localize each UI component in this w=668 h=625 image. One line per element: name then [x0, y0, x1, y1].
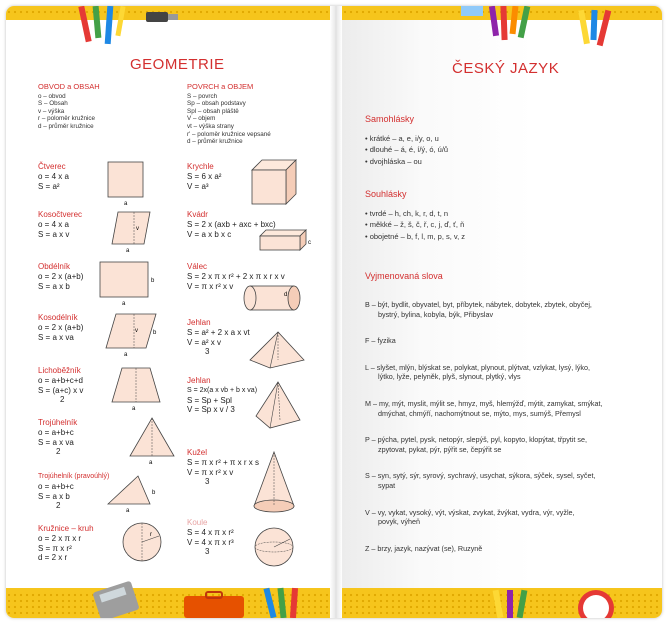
legend-item: v – výška	[38, 107, 65, 115]
label-b: b	[153, 330, 157, 336]
calculator-icon	[96, 584, 156, 618]
list-item: • dvojhláska – ou	[365, 156, 422, 166]
legend-item: Spl – obsah pláště	[187, 107, 239, 115]
formula: S = a x va	[38, 332, 74, 342]
formula: S = a² + 2 x a x vt	[187, 328, 250, 337]
shape-name: Obdélník	[38, 262, 71, 271]
formula-denominator: 3	[205, 347, 210, 356]
shape-name: Trojúhelník	[38, 418, 78, 427]
formula: S = a x b	[38, 281, 70, 291]
rectangle-diagram	[100, 262, 160, 306]
souhlasky-title: Souhlásky	[365, 189, 407, 199]
formula: S = 6 x a²	[187, 172, 222, 181]
shape-lichobeznik	[38, 366, 118, 405]
formula: o = 2 x (a+b)	[38, 323, 84, 332]
shape-name: Krychle	[187, 162, 214, 171]
shape-name: Kosočtverec	[38, 210, 83, 219]
circle-diagram	[122, 522, 164, 564]
list-item: V – vy, vykat, vysoký, výt, výskat, zvykat, žvýkat, vydra, výr, vyžle, povyk, výheň	[365, 507, 575, 527]
alarm-clock-icon	[566, 586, 626, 618]
shape-name: Lichoběžník	[38, 366, 81, 375]
pyramid-diagram	[250, 332, 308, 372]
formula: S = 2 x π x r² + 2 x π x r x v	[187, 272, 285, 281]
cylinder-diagram	[244, 284, 306, 314]
shape-kosodelnik	[38, 313, 108, 342]
label-a: a	[149, 460, 153, 466]
label-d: d	[284, 292, 288, 298]
right-triangle-diagram	[108, 476, 160, 516]
briefcase-icon	[184, 592, 248, 618]
formula: S = 4 x π x r²	[187, 528, 234, 537]
shape-kruh	[38, 524, 128, 563]
sphere-diagram	[254, 527, 298, 571]
geometrie-title: GEOMETRIE	[130, 56, 225, 73]
legend-item: d – průměr kružnice	[187, 138, 243, 146]
list-item: • dlouhé – á, é, í/ý, ó, ú/ů	[365, 145, 449, 154]
shape-jehlan-ctyrboky	[187, 318, 257, 357]
legend-solid-title: POVRCH a OBJEM	[187, 82, 254, 91]
formula: S = 2x(a x vb + b x va)	[187, 387, 258, 394]
shape-name: Jehlan	[187, 376, 211, 385]
vyjmenovana-list	[365, 300, 627, 570]
pencils-bottom-icon	[261, 588, 341, 618]
label-a: a	[132, 406, 136, 412]
formula-denominator: 3	[205, 477, 210, 486]
formula: S = π x r² + π x r x s	[187, 458, 259, 467]
shape-name: Kružnice – kruh	[38, 524, 94, 533]
list-item: F – fyzika	[365, 336, 396, 346]
label-b: b	[151, 278, 155, 284]
shape-krychle	[187, 162, 257, 191]
trapezoid-diagram	[112, 368, 166, 412]
formula: o = a+b+c	[38, 482, 74, 491]
legend-item: r – poloměr kružnice	[38, 115, 96, 123]
cone-diagram	[254, 452, 298, 516]
formula: S = a x b	[38, 491, 70, 501]
shape-name: Kosodélník	[38, 313, 78, 322]
label-b: b	[152, 490, 156, 496]
souhlasky-section	[365, 190, 605, 241]
shape-name: Koule	[187, 518, 208, 527]
cesky-jazyk-title: ČESKÝ JAZYK	[452, 60, 560, 77]
pencils-top-right-icon	[461, 6, 661, 48]
legend-item: V – objem	[187, 115, 216, 123]
label-a: a	[126, 248, 130, 254]
label-v: v	[135, 328, 138, 334]
formula: V = Sp x v / 3	[187, 405, 235, 414]
formula: V = a² x v	[187, 337, 222, 347]
formula: S = a x v	[38, 229, 70, 239]
shape-jehlan-obdelnikovy	[187, 376, 267, 415]
cube-diagram	[252, 160, 304, 208]
pencils-top-icon	[76, 6, 196, 46]
label-a: a	[122, 301, 126, 307]
shape-name: Čtverec	[38, 162, 66, 171]
list-item: Z – brzy, jazyk, nazývat (se), Ruzyně	[365, 543, 483, 553]
list-item: B – být, bydlit, obyvatel, byt, příbytek, nábytek, dobytek, zbytek, obyčej, bystrý, bylina, kobyla, býk, Přibyslav	[365, 300, 592, 319]
pencils-bottom-right-icon	[491, 590, 561, 618]
shape-name: Kvádr	[187, 210, 208, 219]
formula: V = a x b x c	[187, 229, 232, 239]
legend-item: vt – výška strany	[187, 122, 234, 130]
list-item: • tvrdé – h, ch, k, r, d, t, n	[365, 208, 449, 218]
formula-denominator: 2	[56, 447, 61, 456]
shape-name: Kužel	[187, 448, 208, 457]
shape-ctverec	[38, 162, 108, 191]
parallelogram-diagram	[106, 314, 164, 360]
label-v: v	[136, 226, 139, 232]
formula-denominator: 2	[56, 501, 61, 510]
shape-name: Válec	[187, 262, 208, 271]
label-r: r	[150, 532, 152, 538]
formula: S = a²	[38, 181, 60, 191]
cuboid-diagram	[260, 230, 316, 258]
shape-obdelnik	[38, 262, 108, 291]
formula: S = Sp + Spl	[187, 395, 232, 405]
legend-item: o – obvod	[38, 92, 66, 100]
formula: o = 2 x (a+b)	[38, 272, 84, 281]
legend-item: S – Obsah	[38, 100, 68, 108]
formula: V = 4 x π x r³	[187, 537, 234, 547]
pyramid-rect-diagram	[256, 382, 306, 434]
label-a: a	[126, 508, 130, 514]
legend-solid	[187, 83, 322, 146]
samohlasky-section	[365, 115, 605, 166]
formula: o = 4 x a	[38, 172, 69, 181]
legend-plane	[38, 83, 178, 131]
legend-item: S – povrch	[187, 92, 218, 100]
formula: o = 4 x a	[38, 220, 69, 229]
formula: o = a+b+c+d	[38, 376, 83, 385]
formula: V = π x r² x v	[187, 281, 234, 291]
label-a: a	[124, 352, 128, 358]
rhombus-diagram	[112, 212, 157, 252]
square-diagram	[108, 162, 148, 207]
shape-name: Trojúhelník (pravoúhlý)	[38, 473, 110, 480]
formula: S = (a+c) x v	[38, 385, 84, 395]
formula: V = a³	[187, 181, 209, 191]
label-c: c	[308, 240, 311, 246]
formula-denominator: 2	[60, 395, 65, 404]
formula: S = 2 x (axb + axc + bxc)	[187, 220, 276, 229]
vyjmenovana-title-wrap	[365, 272, 605, 291]
legend-item: d – průměr kružnice	[38, 122, 94, 130]
legend-plane-title: OBVOD a OBSAH	[38, 82, 100, 91]
formula: o = 2 x π x r	[38, 534, 82, 543]
legend-item: r' – poloměr kružnice vepsané	[187, 130, 271, 138]
formula: S = a x va	[38, 437, 74, 447]
list-item: L – slyšet, mlýn, blýskat se, polykat, plynout, plýtvat, vzlykat, lysý, lýko, lýtko, lyže, pelyněk, plyš, slynout, plytký, vlys	[365, 362, 591, 382]
samohlasky-title: Samohlásky	[365, 114, 415, 124]
list-item: • krátké – a, e, i/y, o, u	[365, 133, 439, 143]
vyjmenovana-title: Vyjmenovaná slova	[365, 271, 443, 281]
formula: S = π x r²	[38, 543, 72, 553]
triangle-diagram	[130, 418, 180, 466]
shape-koule	[187, 518, 257, 557]
legend-item: Sp – obsah podstavy	[187, 100, 246, 108]
formula-denominator: 3	[205, 547, 210, 556]
list-item: S – syn, sytý, sýr, syrový, sychravý, usychat, sýkora, sýček, sysel, syčet, sypat	[365, 471, 596, 490]
label-a: a	[124, 201, 128, 207]
formula: o = a+b+c	[38, 428, 74, 437]
list-item: M – my, mýt, myslit, mýlit se, hmyz, myš, hlemýžď, mýtit, zamykat, smýkat, dmýchat, chmýří, nachomýtnout se, mýto, mys, sumýš, Přemysl	[365, 398, 603, 418]
list-item: P – pýcha, pytel, pysk, netopýr, slepýš, pyl, kopyto, klopýtat, třpytit se, zpytovat, pykat, pýr, pýřit se, čepýřit se	[365, 435, 587, 454]
formula: V = π x r² x v	[187, 467, 234, 477]
list-item: • obojetné – b, f, l, m, p, s, v, z	[365, 231, 466, 241]
formula: d = 2 x r	[38, 553, 68, 562]
book-spine	[330, 6, 342, 618]
shape-trojuhelnik	[38, 418, 118, 457]
list-item: • měkké – ž, š, č, ř, c, j, ď, ť, ň	[365, 220, 465, 229]
shape-name: Jehlan	[187, 318, 211, 327]
shape-kosoctverec	[38, 210, 108, 239]
